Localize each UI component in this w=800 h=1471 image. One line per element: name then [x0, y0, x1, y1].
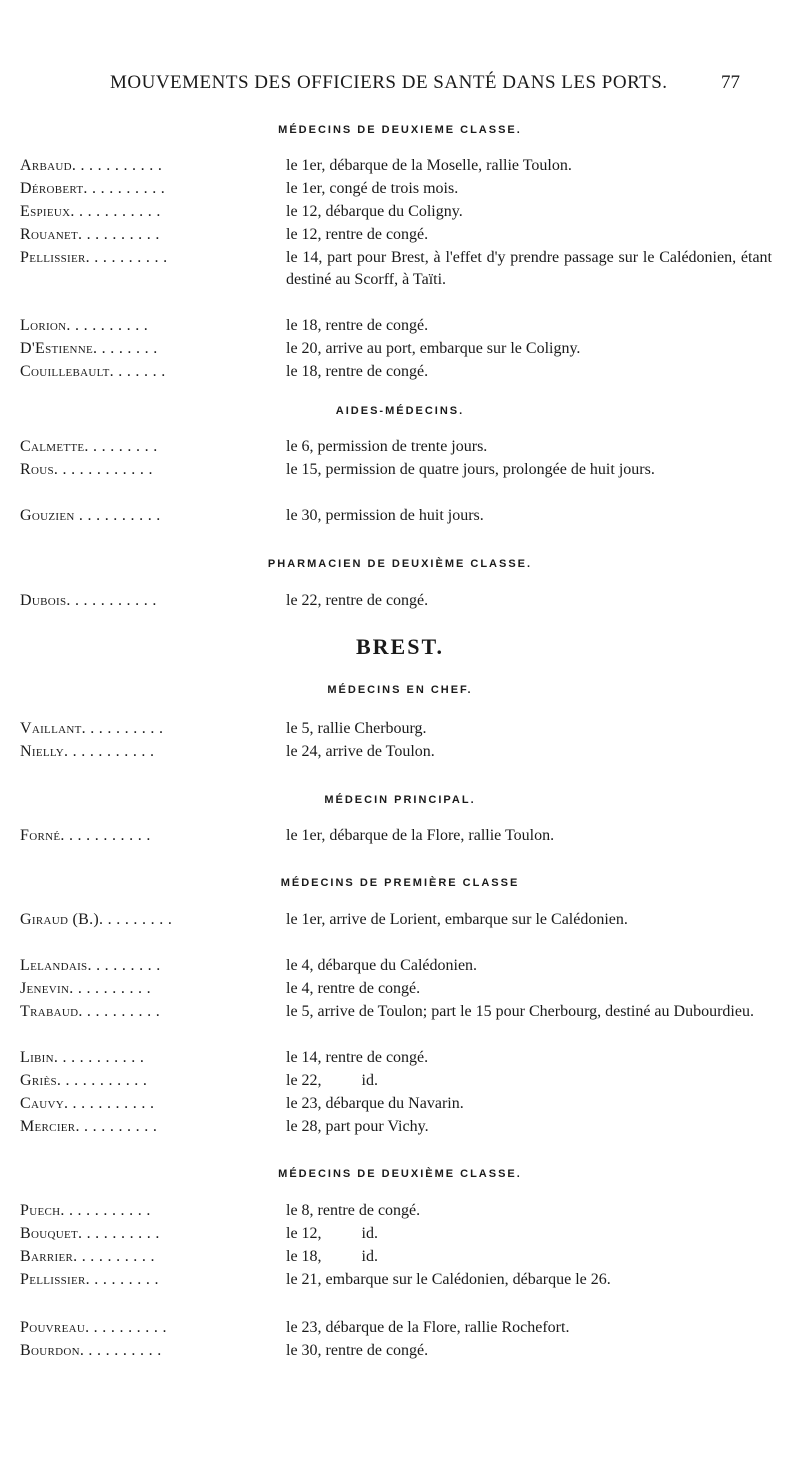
entry-text: le 30, rentre de congé.: [286, 1342, 429, 1359]
officer-name: Forné. . . . . . . . . . .: [20, 827, 151, 844]
officer-name: Lelandais. . . . . . . . .: [20, 957, 161, 974]
entry-text: le 4, débarque du Calédonien.: [286, 957, 478, 974]
officer-name: Griès. . . . . . . . . . .: [20, 1072, 148, 1089]
section-heading: PHARMACIEN DE DEUXIÈME CLASSE.: [267, 558, 533, 570]
officer-name: Puech. . . . . . . . . . .: [20, 1202, 151, 1219]
officer-name: Dubois. . . . . . . . . . .: [20, 592, 157, 609]
entry-text: le 20, arrive au port, embarque sur le Coligny.: [286, 340, 581, 357]
entry-text: le 23, débarque du Navarin.: [286, 1095, 464, 1112]
entry-text: le 1er, débarque de la Flore, rallie Toulon.: [286, 827, 555, 844]
officer-name: Espieux. . . . . . . . . . .: [20, 203, 161, 220]
officer-name: Calmette. . . . . . . . .: [20, 438, 158, 455]
officer-name: Rouanet. . . . . . . . . .: [20, 226, 160, 243]
entry-text: le 22, id.: [286, 1072, 378, 1089]
entry-text: le 12, rentre de congé.: [286, 226, 429, 243]
entry-text: le 15, permission de quatre jours, prolongée de huit jours.: [286, 461, 655, 478]
entry-text: le 18, rentre de congé.: [286, 317, 429, 334]
officer-name: Pellissier. . . . . . . . .: [20, 1271, 159, 1288]
officer-name: Barrier. . . . . . . . . .: [20, 1248, 155, 1265]
section-heading: MÉDECINS DE DEUXIEME CLASSE.: [278, 124, 522, 136]
officer-name: Pouvreau. . . . . . . . . .: [20, 1319, 167, 1336]
entry-text: le 6, permission de trente jours.: [286, 438, 488, 455]
section-heading: MÉDECINS EN CHEF.: [327, 684, 473, 696]
officer-name: Lorion. . . . . . . . . .: [20, 317, 149, 334]
officer-name: Nielly. . . . . . . . . . .: [20, 743, 155, 760]
city-heading: BREST.: [355, 634, 444, 659]
entry-text: le 12, débarque du Coligny.: [286, 203, 463, 220]
entry-text: le 14, part pour Brest, à l'effet d'y prendre passage sur le Calédonien, étant destiné au Scorff, à Taïti.: [286, 249, 772, 288]
officer-name: Dérobert. . . . . . . . . .: [20, 180, 166, 197]
officer-name: Rous. . . . . . . . . . . .: [20, 461, 153, 478]
entry-text: le 5, rallie Cherbourg.: [286, 720, 427, 737]
officer-name: Bourdon. . . . . . . . . .: [20, 1342, 162, 1359]
entry-text: le 18, id.: [286, 1248, 378, 1265]
entry-text: le 24, arrive de Toulon.: [286, 743, 435, 760]
page-number: 77: [721, 72, 740, 93]
officer-name: Libin. . . . . . . . . . .: [20, 1049, 145, 1066]
officer-name: Pellissier. . . . . . . . . .: [20, 249, 168, 266]
officer-name: D'Estienne. . . . . . . .: [20, 340, 158, 357]
officer-name: Cauvy. . . . . . . . . . .: [20, 1095, 155, 1112]
officer-name: Mercier. . . . . . . . . .: [20, 1118, 158, 1135]
entry-text: le 14, rentre de congé.: [286, 1049, 429, 1066]
officer-name: Trabaud. . . . . . . . . .: [20, 1003, 161, 1020]
officer-name: Vaillant. . . . . . . . . .: [20, 720, 164, 737]
entry-text: le 28, part pour Vichy.: [286, 1118, 429, 1135]
entry-text: le 4, rentre de congé.: [286, 980, 421, 997]
entry-text: le 1er, débarque de la Moselle, rallie Toulon.: [286, 157, 572, 174]
section-heading: AIDES-MÉDECINS.: [335, 405, 465, 417]
entry-text: le 18, rentre de congé.: [286, 363, 429, 380]
officer-name: Couillebault. . . . . . .: [20, 363, 166, 380]
section-heading: MÉDECIN PRINCIPAL.: [324, 794, 476, 806]
officer-name: Giraud (B.). . . . . . . . .: [20, 911, 173, 928]
officer-name: Gouzien . . . . . . . . . .: [20, 507, 161, 524]
entry-text: le 1er, arrive de Lorient, embarque sur le Calédonien.: [286, 911, 628, 928]
entry-text: le 23, débarque de la Flore, rallie Rochefort.: [286, 1319, 570, 1336]
section-heading: MÉDECINS DE DEUXIÈME CLASSE.: [278, 1168, 522, 1180]
officer-name: Bouquet. . . . . . . . . .: [20, 1225, 160, 1242]
entry-text: le 30, permission de huit jours.: [286, 507, 484, 524]
entry-text: le 21, embarque sur le Calédonien, débarque le 26.: [286, 1271, 611, 1288]
running-title: MOUVEMENTS DES OFFICIERS DE SANTÉ DANS LES PORTS.: [110, 72, 668, 93]
entry-text: le 8, rentre de congé.: [286, 1202, 421, 1219]
section-heading: MÉDECINS DE PREMIÈRE CLASSE: [280, 877, 520, 889]
officer-name: Arbaud. . . . . . . . . . .: [20, 157, 163, 174]
entry-text: le 5, arrive de Toulon; part le 15 pour Cherbourg, destiné au Dubourdieu.: [286, 1003, 754, 1020]
officer-name: Jenevin. . . . . . . . . .: [20, 980, 151, 997]
entry-text: le 1er, congé de trois mois.: [286, 180, 459, 197]
entry-text: le 12, id.: [286, 1225, 378, 1242]
entry-text: le 22, rentre de congé.: [286, 592, 429, 609]
running-header: [110, 72, 740, 102]
